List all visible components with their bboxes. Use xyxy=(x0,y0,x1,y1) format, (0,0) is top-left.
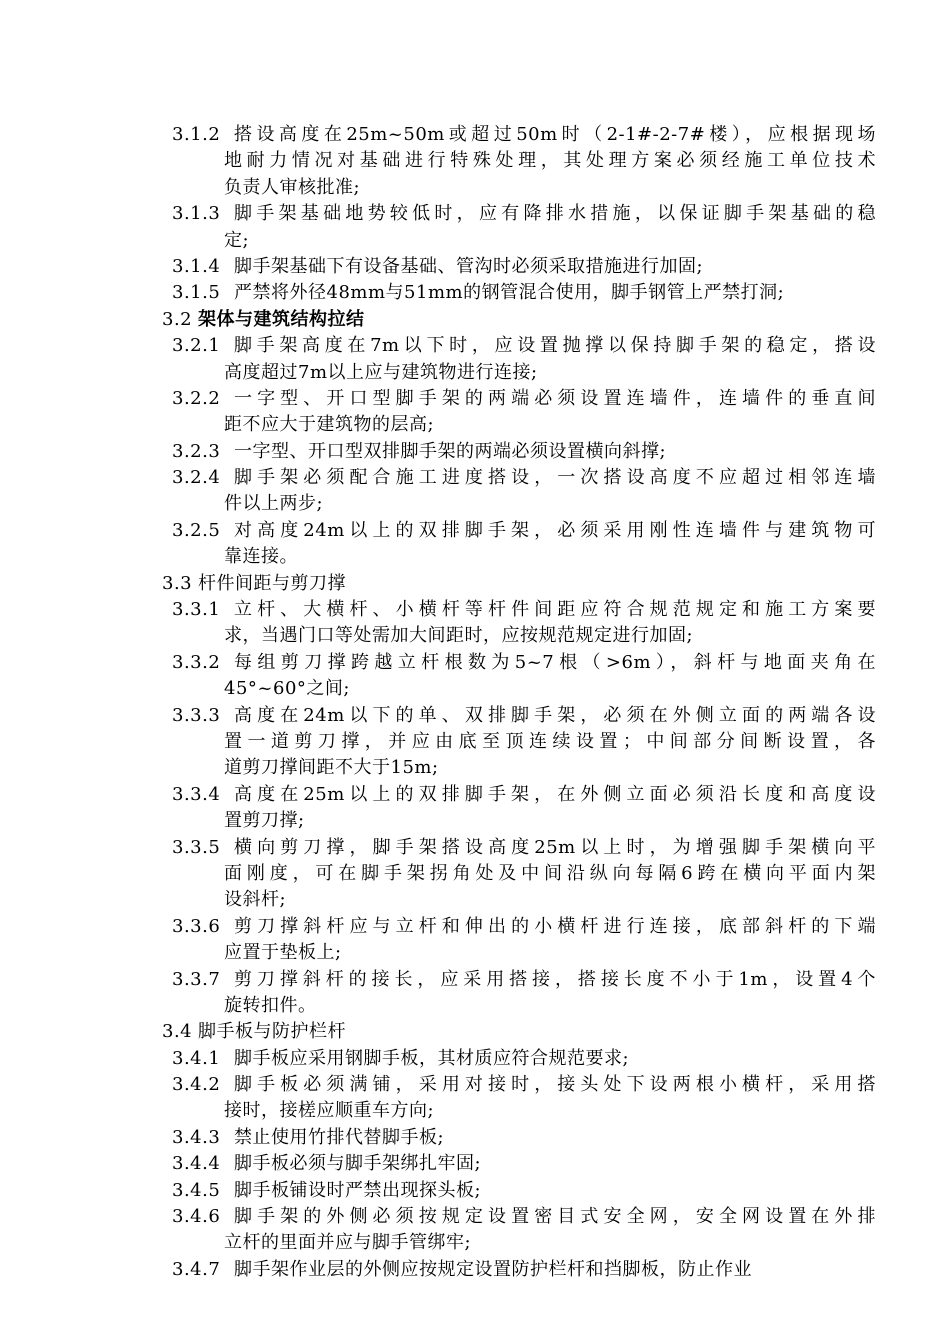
clause-text: 脚手板应采用钢脚手板，其材质应符合规范要求; xyxy=(234,1047,630,1069)
clause-number: 3.2.5 xyxy=(172,519,221,541)
clause-text: 脚手架的外侧必须按规定设置密目式安全网，安全网设置在外排 xyxy=(234,1206,876,1228)
clause-line xyxy=(0,1151,950,1177)
section-heading xyxy=(0,571,950,597)
clause-text: 求，当遇门口等处需加大间距时，应按规范规定进行加固; xyxy=(224,625,694,647)
clause-line xyxy=(0,254,950,280)
clause-number: 3.3.2 xyxy=(172,651,221,673)
clause-text: 一字型、开口型脚手架的两端必须设置连墙件，连墙件的垂直间 xyxy=(234,387,876,409)
clause-line xyxy=(0,1257,950,1283)
document-body xyxy=(0,122,950,1283)
clause-continuation-line xyxy=(0,940,950,966)
clause-line xyxy=(0,703,950,729)
clause-continuation-line xyxy=(0,1230,950,1256)
section-title: 架体与建筑结构拉结 xyxy=(198,308,365,330)
clause-number: 3.1.2 xyxy=(172,124,221,145)
clause-line xyxy=(0,439,950,465)
clause-line xyxy=(0,914,950,940)
clause-number: 3.2.4 xyxy=(172,467,221,489)
clause-text: 立杆的里面并应与脚手管绑牢; xyxy=(224,1232,472,1254)
clause-text: 每组剪刀撑跨越立杆根数为5~7根（>6m），斜杆与地面夹角在 xyxy=(234,651,876,673)
clause-number: 3.1.4 xyxy=(172,255,221,277)
clause-line xyxy=(0,465,950,491)
clause-text: 一字型、开口型双排脚手架的两端必须设置横向斜撑; xyxy=(234,440,667,462)
clause-number: 3.4.6 xyxy=(172,1206,221,1228)
clause-text: 负责人审核批准; xyxy=(224,176,361,198)
clause-line xyxy=(0,967,950,993)
clause-text: 道剪刀撑间距不大于15m; xyxy=(224,757,439,779)
section-heading xyxy=(0,1019,950,1045)
clause-continuation-line xyxy=(0,412,950,438)
clause-text: 接时，接槎应顺重车方向; xyxy=(224,1100,435,1122)
clause-number: 3.2.1 xyxy=(172,335,221,357)
clause-continuation-line xyxy=(0,148,950,174)
clause-line xyxy=(0,280,950,306)
clause-text: 横向剪刀撑，脚手架搭设高度25m以上时，为增强脚手架横向平 xyxy=(234,836,876,858)
clause-line xyxy=(0,1204,950,1230)
clause-text: 设斜杆; xyxy=(224,889,287,911)
clause-text: 定; xyxy=(224,229,250,251)
clause-text: 高度在24m以下的单、双排脚手架，必须在外侧立面的两端各设 xyxy=(234,704,876,726)
clause-continuation-line xyxy=(0,755,950,781)
clause-number: 3.3.7 xyxy=(172,968,221,990)
clause-text: 脚手板必须与脚手架绑扎牢固; xyxy=(234,1153,482,1175)
clause-text: 禁止使用竹排代替脚手板; xyxy=(234,1126,445,1148)
section-title: 脚手板与防护栏杆 xyxy=(198,1021,346,1043)
clause-text: 脚手架基础地势较低时，应有降排水措施，以保证脚手架基础的稳 xyxy=(234,203,876,225)
clause-continuation-line xyxy=(0,175,950,201)
clause-text: 高度超过7m以上应与建筑物进行连接; xyxy=(224,361,538,383)
clause-number: 3.3.4 xyxy=(172,783,221,805)
clause-text: 脚手架作业层的外侧应按规定设置防护栏杆和挡脚板，防止作业 xyxy=(234,1258,752,1280)
clause-continuation-line xyxy=(0,808,950,834)
section-heading xyxy=(0,307,950,333)
clause-text: 剪刀撑斜杆应与立杆和伸出的小横杆进行连接，底部斜杆的下端 xyxy=(234,915,876,937)
clause-line xyxy=(0,518,950,544)
clause-line xyxy=(0,835,950,861)
clause-text: 靠连接。 xyxy=(224,546,298,568)
clause-line xyxy=(0,782,950,808)
clause-line xyxy=(0,1178,950,1204)
clause-text: 应置于垫板上; xyxy=(224,942,342,964)
clause-text: 对高度24m以上的双排脚手架，必须采用刚性连墙件与建筑物可 xyxy=(234,519,876,541)
section-title: 杆件间距与剪刀撑 xyxy=(198,572,346,594)
clause-number: 3.3.6 xyxy=(172,915,221,937)
clause-text: 面刚度，可在脚手架拐角处及中间沿纵向每隔6跨在横向平面内架 xyxy=(224,862,876,884)
clause-continuation-line xyxy=(0,993,950,1019)
clause-number: 3.4.2 xyxy=(172,1074,221,1096)
clause-text: 高度在25m以上的双排脚手架，在外侧立面必须沿长度和高度设 xyxy=(234,783,876,805)
clause-text: 立杆、大横杆、小横杆等杆件间距应符合规范规定和施工方案要 xyxy=(234,599,876,621)
clause-text: 剪刀撑斜杆的接长，应采用搭接，搭接长度不小于1m，设置4个 xyxy=(234,968,876,990)
clause-number: 3.1.5 xyxy=(172,282,221,304)
clause-number: 3.3.5 xyxy=(172,836,221,858)
clause-text: 件以上两步; xyxy=(224,493,324,515)
clause-line xyxy=(0,597,950,623)
clause-line xyxy=(0,201,950,227)
clause-text: 严禁将外径48mm与51mm的钢管混合使用，脚手钢管上严禁打洞; xyxy=(234,282,785,304)
clause-continuation-line xyxy=(0,861,950,887)
clause-continuation-line xyxy=(0,360,950,386)
clause-text: 脚手板必须满铺，采用对接时，接头处下设两根小横杆，采用搭 xyxy=(234,1074,876,1096)
clause-text: 脚手架必须配合施工进度搭设，一次搭设高度不应超过相邻连墙 xyxy=(234,467,876,489)
clause-line xyxy=(0,1046,950,1072)
clause-number: 3.4.3 xyxy=(172,1126,221,1148)
clause-number: 3.3.3 xyxy=(172,704,221,726)
clause-continuation-line xyxy=(0,676,950,702)
clause-text: 脚手板铺设时严禁出现探头板; xyxy=(234,1179,482,1201)
section-number: 3.2 xyxy=(162,308,193,330)
clause-line xyxy=(0,122,950,148)
clause-line xyxy=(0,386,950,412)
clause-line xyxy=(0,650,950,676)
clause-number: 3.1.3 xyxy=(172,203,221,225)
clause-number: 3.4.5 xyxy=(172,1179,221,1201)
clause-continuation-line xyxy=(0,1098,950,1124)
clause-number: 3.4.4 xyxy=(172,1153,221,1175)
clause-text: 距不应大于建筑物的层高; xyxy=(224,414,435,436)
clause-continuation-line xyxy=(0,491,950,517)
clause-text: 置剪刀撑; xyxy=(224,810,305,832)
clause-text: 置一道剪刀撑，并应由底至顶连续设置；中间部分间断设置，各 xyxy=(224,730,876,752)
clause-continuation-line xyxy=(0,228,950,254)
clause-line xyxy=(0,333,950,359)
section-number: 3.4 xyxy=(162,1021,193,1043)
clause-text: 地耐力情况对基础进行特殊处理，其处理方案必须经施工单位技术 xyxy=(224,150,876,172)
section-number: 3.3 xyxy=(162,572,193,594)
clause-text: 搭设高度在25m~50m或超过50m时（2-1#-2-7#楼），应根据现场 xyxy=(234,124,876,145)
clause-number: 3.4.1 xyxy=(172,1047,221,1069)
clause-number: 3.4.7 xyxy=(172,1258,221,1280)
clause-text: 脚手架高度在7m以下时，应设置抛撑以保持脚手架的稳定，搭设 xyxy=(234,335,876,357)
clause-continuation-line xyxy=(0,623,950,649)
clause-continuation-line xyxy=(0,544,950,570)
clause-continuation-line xyxy=(0,729,950,755)
clause-text: 旋转扣件。 xyxy=(224,994,317,1016)
clause-line xyxy=(0,1125,950,1151)
clause-text: 脚手架基础下有设备基础、管沟时必须采取措施进行加固; xyxy=(234,255,704,277)
clause-continuation-line xyxy=(0,887,950,913)
clause-number: 3.2.2 xyxy=(172,387,221,409)
clause-number: 3.2.3 xyxy=(172,440,221,462)
clause-line xyxy=(0,1072,950,1098)
clause-text: 45°~60°之间; xyxy=(224,678,350,700)
clause-number: 3.3.1 xyxy=(172,599,221,621)
